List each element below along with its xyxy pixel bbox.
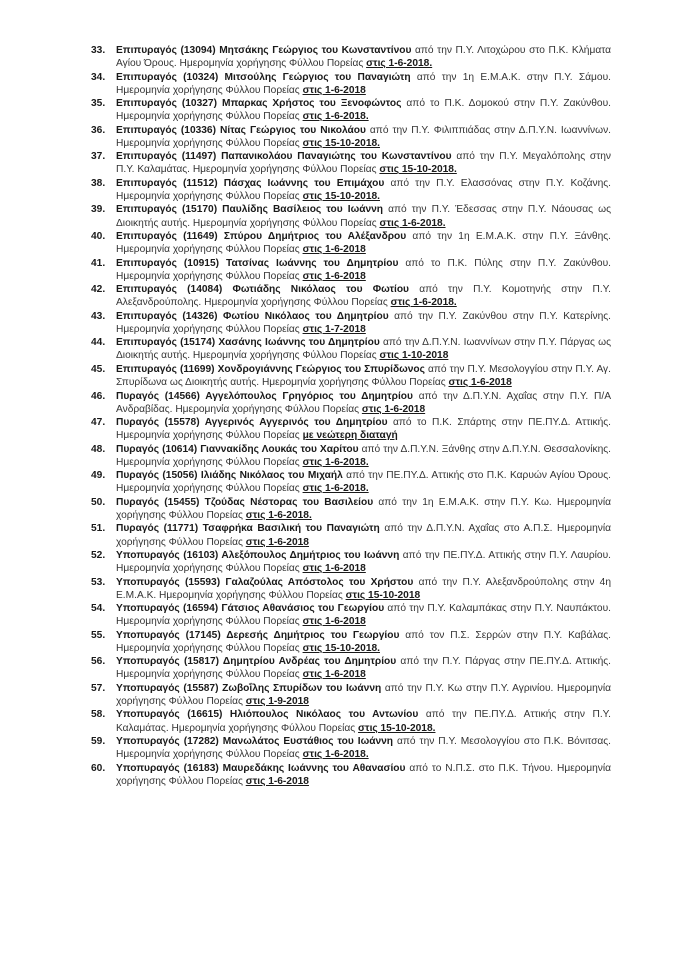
effective-date: στις 15-10-2018	[345, 589, 421, 601]
effective-date: στις 15-10-2018.	[302, 642, 380, 654]
officer-name: Υποπυραγός (15593) Γαλαζούλας Απόστολος του Χρήστου	[116, 576, 414, 588]
list-item	[91, 363, 611, 389]
item-number: 33.	[91, 45, 106, 56]
item-text	[116, 336, 611, 362]
item-number: 35.	[91, 98, 106, 110]
transfer-details: από την Δ.Π.Υ.Ν. Ιωαννίνων στην Π.Υ. Πάργας ως Διοικητής αυτής. Ημερομηνία χορήγησης Φύλλου Πορείας	[116, 337, 611, 362]
list-item	[91, 257, 611, 283]
item-number: 48.	[91, 443, 106, 455]
list-item	[91, 522, 611, 548]
transfer-details: από την Π.Υ. Πάργας στην ΠΕ.ΠΥ.Δ. Αττικής. Ημερομηνία χορήγησης Φύλλου Πορείας	[116, 656, 611, 681]
effective-date: στις 1-7-2018	[302, 323, 366, 335]
list-item	[91, 469, 611, 495]
transfer-details: από το Π.Κ. Δομοκού στην Π.Υ. Ζακύνθου. Ημερομηνία χορήγησης Φύλλου Πορείας	[116, 98, 611, 123]
transfer-details: από το Ν.Π.Σ. στο Π.Κ. Τήνου. Ημερομηνία χορήγησης Φύλλου Πορείας	[116, 762, 611, 787]
transfer-details: από την Π.Υ. Μεσολογγίου στο Π.Κ. Βόνιτσας. Ημερομηνία χορήγησης Φύλλου Πορείας	[116, 736, 612, 761]
transfer-details: από την 1η Ε.Μ.Α.Κ. στην Π.Υ. Κω. Ημερομηνία χορήγησης Φύλλου Πορείας	[116, 496, 611, 521]
officer-name: Επιπυραγός (14084) Φωτιάδης Νικόλαος του Φωτίου	[116, 284, 409, 296]
officer-name: Πυραγός (15056) Ιλιάδης Νικόλαος του Μιχαήλ	[116, 470, 343, 482]
item-number: 47.	[91, 417, 106, 429]
list-item	[91, 230, 611, 256]
list-item	[91, 629, 611, 655]
transfer-details: από την Π.Υ. Ελασσόνας στην Π.Υ. Κοζάνης. Ημερομηνία χορήγησης Φύλλου Πορείας	[116, 177, 611, 202]
officer-name: Υποπυραγός (16103) Αλεξόπουλος Δημήτριος του Ιωάννη	[116, 549, 400, 561]
item-number: 41.	[91, 257, 106, 269]
item-text	[116, 708, 611, 734]
item-text	[116, 576, 611, 602]
list-item	[91, 97, 611, 123]
item-number: 54.	[91, 603, 106, 615]
list-item	[91, 735, 611, 761]
transfer-details: από το Π.Κ. Πύλης στην Π.Υ. Ζακύνθου. Ημερομηνία χορήγησης Φύλλου Πορείας	[116, 257, 611, 282]
officer-name: Πυραγός (15455) Τζούδας Νέστορας του Βασιλείου	[116, 496, 374, 508]
transfer-details: από την ΠΕ.ΠΥ.Δ. Αττικής στο Π.Κ. Καρυών Αγίου Όρους. Ημερομηνία χορήγησης Φύλλου Πορείας	[116, 470, 611, 495]
item-number: 51.	[91, 523, 106, 535]
officer-name: Επιπυραγός (10336) Νίτας Γεώργιος του Νικολάου	[116, 124, 366, 136]
effective-date: στις 15-10-2018.	[302, 190, 380, 202]
item-text	[116, 682, 611, 708]
item-number: 58.	[91, 709, 106, 721]
transfer-details: από την Π.Υ. Έδεσσας στην Π.Υ. Νάουσας ως Διοικητής αυτής. Ημερομηνία χορήγησης Φύλλου Πορείας	[116, 204, 612, 229]
effective-date: στις 15-10-2018.	[379, 164, 457, 176]
officer-name: Επιπυραγός (10324) Μιτσούλης Γεώργιος του Παναγιώτη	[116, 71, 411, 83]
item-number: 50.	[91, 496, 106, 508]
officer-name: Υποπυραγός (16594) Γάτσιος Αθανάσιος του Γεωργίου	[116, 603, 385, 615]
effective-date: στις 1-6-2018.	[390, 297, 457, 309]
effective-date: στις 1-6-2018	[448, 377, 512, 389]
list-item	[91, 150, 611, 176]
list-item	[91, 655, 611, 681]
item-text	[116, 390, 611, 416]
officer-name: Πυραγός (10614) Γιαννακίδης Λουκάς του Χαρίτου	[116, 443, 359, 455]
officer-name: Υποπυραγός (17282) Μανωλάτος Ευστάθιος του Ιωάννη	[116, 736, 394, 748]
effective-date: στις 1-6-2018	[302, 84, 366, 96]
effective-date: στις 1-6-2018	[302, 616, 366, 628]
item-text	[116, 257, 611, 283]
officer-name: Επιπυραγός (15170) Παυλίδης Βασίλειος του Ιωάννη	[116, 204, 384, 216]
item-number: 57.	[91, 682, 106, 694]
item-text	[116, 363, 611, 389]
transfer-details: από την Π.Υ. Λιτοχώρου στο Π.Κ. Κλήματα Αγίου Όρους. Ημερομηνία χορήγησης Φύλλου Πορείας	[116, 45, 611, 70]
officer-name: Επιπυραγός (11649) Σπύρου Δημήτριος του Αλέξανδρου	[116, 231, 407, 243]
transfer-details: από το Π.Κ. Σπάρτης στην ΠΕ.ΠΥ.Δ. Αττικής. Ημερομηνία χορήγησης Φύλλου Πορείας	[116, 417, 611, 442]
list-item	[91, 336, 611, 362]
effective-date: στις 1-6-2018.	[245, 509, 312, 521]
transfer-details: από τον Π.Σ. Σερρών στην Π.Υ. Καβάλας. Ημερομηνία χορήγησης Φύλλου Πορείας	[116, 629, 611, 654]
transfer-details: από την 1η Ε.Μ.Α.Κ. στην Π.Υ. Ξάνθης. Ημερομηνία χορήγησης Φύλλου Πορείας	[116, 231, 611, 256]
list-item	[91, 203, 611, 229]
effective-date: στις 1-10-2018	[379, 350, 449, 362]
transfer-details: από την ΠΕ.ΠΥ.Δ. Αττικής στην Π.Υ. Λαυρίου. Ημερομηνία χορήγησης Φύλλου Πορείας	[116, 549, 611, 575]
item-number: 44.	[91, 337, 106, 349]
transfer-details: από την Δ.Π.Υ.Ν. Ξάνθης στην Δ.Π.Υ.Ν. Θεσσαλονίκης. Ημερομηνία χορήγησης Φύλλου Πορείας	[116, 443, 611, 468]
officer-name: Υποπυραγός (17145) Δερεσής Δημήτριος του Γεωργίου	[116, 629, 400, 641]
item-text	[116, 44, 611, 70]
item-number: 49.	[91, 470, 106, 482]
item-text	[116, 443, 611, 469]
item-number: 45.	[91, 363, 106, 375]
list-item	[91, 390, 611, 416]
effective-date: στις 15-10-2018.	[358, 722, 436, 734]
list-item	[91, 576, 611, 602]
transfer-details: από την ΠΕ.ΠΥ.Δ. Αττικής στην Π.Υ. Καλαμάτας. Ημερομηνία χορήγησης Φύλλου Πορείας	[116, 709, 611, 734]
item-number: 43.	[91, 310, 106, 322]
officer-name: Υποπυραγός (15587) Ζωβοΐλης Σπυρίδων του Ιωάννη	[116, 682, 382, 694]
item-text	[116, 230, 611, 256]
item-text	[116, 416, 611, 442]
effective-date: στις 1-6-2018.	[379, 217, 446, 229]
transfer-details: από την Π.Υ. Καλαμπάκας στην Π.Υ. Ναυπάκτου. Ημερομηνία χορήγησης Φύλλου Πορείας	[116, 603, 611, 628]
item-number: 39.	[91, 204, 106, 216]
list-item	[91, 44, 611, 70]
officer-name: Επιπυραγός (11512) Πάσχας Ιωάννης του Επιμάχου	[116, 177, 385, 189]
list-item	[91, 496, 611, 522]
list-item	[91, 71, 611, 97]
item-text	[116, 762, 611, 788]
officer-name: Επιπυραγός (13094) Μητσάκης Γεώργιος του Κωνσταντίνου	[116, 45, 412, 56]
officer-name: Υποπυραγός (16183) Μαυρεδάκης Ιωάννης του Αθανασίου	[116, 762, 406, 774]
effective-date: στις 1-6-2018	[245, 536, 309, 548]
transfer-details: από την Π.Υ. Φιλιππιάδας στην Δ.Π.Υ.Ν. Ιωαννίνων. Ημερομηνία χορήγησης Φύλλου Πορείας	[116, 124, 611, 149]
effective-date: στις 1-6-2018.	[302, 483, 369, 495]
item-text	[116, 629, 611, 655]
item-text	[116, 71, 611, 97]
officer-name: Υποπυραγός (16615) Ηλιόπουλος Νικόλαος του Αντωνίου	[116, 709, 419, 721]
transfer-details: από την Π.Υ. Κομοτηνής στην Π.Υ. Αλεξανδρούπολης. Ημερομηνία χορήγησης Φύλλου Πορείας	[116, 284, 611, 309]
item-number: 60.	[91, 762, 106, 774]
officer-name: Πυραγός (14566) Αγγελόπουλος Γρηγόριος του Δημητρίου	[116, 390, 413, 402]
transfer-details: από την Π.Υ. Μεγαλόπολης στην Π.Υ. Καλαμάτας. Ημερομηνία χορήγησης Φύλλου Πορείας	[116, 151, 611, 176]
transfer-details: από την 1η Ε.Μ.Α.Κ. στην Π.Υ. Σάμου. Ημερομηνία χορήγησης Φύλλου Πορείας	[116, 71, 611, 96]
item-number: 42.	[91, 284, 106, 296]
officer-name: Επιπυραγός (10327) Μπαρκας Χρήστος του Ξενοφώντος	[116, 98, 402, 110]
effective-date: στις 1-6-2018.	[302, 456, 369, 468]
effective-date: στις 1-6-2018.	[302, 111, 369, 123]
item-number: 36.	[91, 124, 106, 136]
item-number: 40.	[91, 231, 106, 243]
officer-name: Επιπυραγός (11497) Παπανικολάου Παναγιώτης του Κωνσταντίνου	[116, 151, 452, 163]
list-item	[91, 443, 611, 469]
officer-name: Πυραγός (15578) Αγγερινός Αγγερινός του Δημητρίου	[116, 417, 388, 429]
item-text	[116, 283, 611, 309]
list-item	[91, 708, 611, 734]
item-number: 53.	[91, 576, 106, 588]
item-text	[116, 97, 611, 123]
list-item	[91, 124, 611, 150]
item-text	[116, 522, 611, 548]
list-item	[91, 602, 611, 628]
effective-date: στις 1-6-2018	[361, 403, 426, 415]
list-item	[91, 310, 611, 336]
list-item	[91, 549, 611, 575]
list-item	[91, 762, 611, 788]
effective-date: στις 1-6-2018.	[302, 749, 369, 761]
item-text	[116, 203, 611, 229]
officer-name: Επιπυραγός (11699) Χονδρογιάννης Γεώργιος του Σπυρίδωνος	[116, 363, 425, 375]
transfer-details: από την Π.Υ. Ζακύνθου στην Π.Υ. Κατερίνης. Ημερομηνία χορήγησης Φύλλου Πορείας	[116, 310, 611, 335]
document-page	[91, 44, 611, 788]
item-text	[116, 602, 611, 628]
item-text	[116, 735, 611, 761]
transfer-details: από την Π.Υ. Αλεξανδρούπολης στην 4η Ε.Μ.Α.Κ. Ημερομηνία χορήγησης Φύλλου Πορείας	[116, 576, 611, 601]
officer-name: Επιπυραγός (15174) Χασάνης Ιωάννης του Δημητρίου	[116, 337, 380, 349]
item-number: 55.	[91, 629, 106, 641]
transfer-details: από την Δ.Π.Υ.Ν. Αχαΐας στην Π.Υ. Π/Α Ανδραβίδας. Ημερομηνία χορήγησης Φύλλου Πορείας	[116, 390, 611, 415]
list-item	[91, 416, 611, 442]
officer-name: Επιπυραγός (10915) Τατσίνας Ιωάννης του Δημητρίου	[116, 257, 399, 269]
effective-date: στις 1-6-2018	[302, 270, 366, 282]
item-number: 34.	[91, 71, 106, 83]
item-text	[116, 124, 611, 150]
item-text	[116, 150, 611, 176]
list-item	[91, 177, 611, 203]
list-item	[91, 283, 611, 309]
item-number: 37.	[91, 151, 106, 163]
effective-date: στις 15-10-2018.	[302, 137, 380, 149]
item-text	[116, 496, 611, 522]
item-text	[116, 469, 611, 495]
list-item	[91, 682, 611, 708]
item-text	[116, 655, 611, 681]
item-number: 59.	[91, 736, 106, 748]
effective-date: με νεώτερη διαταγή	[302, 430, 398, 442]
effective-date: στις 1-6-2018.	[366, 58, 433, 70]
item-text	[116, 177, 611, 203]
effective-date: στις 1-6-2018	[302, 244, 366, 256]
transfer-details: από την Π.Υ. Μεσολογγίου στην Π.Υ. Αγ. Σπυρίδωνα ως Διοικητής αυτής. Ημερομηνία χορήγησης Φύλλου Πορείας	[116, 363, 611, 389]
officer-name: Επιπυραγός (14326) Φωτίου Νικόλαος του Δημητρίου	[116, 310, 389, 322]
item-number: 52.	[91, 549, 106, 561]
item-text	[116, 310, 611, 336]
effective-date: στις 1-6-2018	[302, 669, 366, 681]
transfer-details: από την Δ.Π.Υ.Ν. Αχαΐας στο Α.Π.Σ. Ημερομηνία χορήγησης Φύλλου Πορείας	[116, 523, 611, 548]
item-number: 46.	[91, 390, 106, 402]
officer-name: Πυραγός (11771) Τσαφρήκα Βασιλική του Παναγιώτη	[116, 523, 380, 535]
effective-date: στις 1-9-2018	[245, 695, 309, 707]
officer-name: Υποπυραγός (15817) Δημητρίου Ανδρέας του Δημητρίου	[116, 656, 397, 668]
item-text	[116, 549, 611, 575]
transfer-details: από την Π.Υ. Κω στην Π.Υ. Αγρινίου. Ημερομηνία χορήγησης Φύλλου Πορείας	[116, 682, 611, 707]
item-number: 38.	[91, 177, 106, 189]
effective-date: στις 1-6-2018	[245, 775, 309, 787]
item-number: 56.	[91, 656, 106, 668]
effective-date: στις 1-6-2018	[302, 563, 366, 575]
